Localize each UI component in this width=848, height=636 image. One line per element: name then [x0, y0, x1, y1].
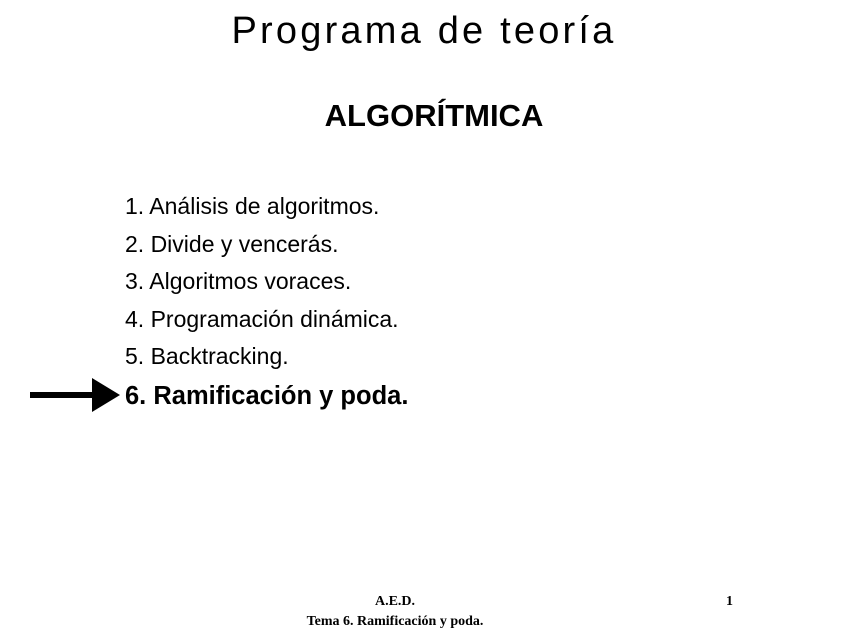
topic-item-2: 2. Divide y vencerás. — [125, 230, 339, 257]
slide-title: Programa de teoría — [231, 10, 617, 52]
topic-item-5: 5. Backtracking. — [125, 343, 289, 369]
topic-item-4: 4. Programación dinámica. — [125, 305, 399, 332]
topic-list — [125, 188, 408, 416]
section-heading: ALGORÍTMICA — [324, 98, 544, 133]
topic-item-1: 1. Análisis de algoritmos. — [125, 193, 380, 219]
footer-course: A.E.D. — [374, 594, 416, 609]
footer — [0, 592, 790, 632]
right-arrow-icon — [30, 378, 120, 412]
footer-topic: Tema 6. Ramificación y poda. — [306, 614, 484, 629]
page-number: 1 — [726, 594, 733, 609]
topic-item-3: 3. Algoritmos voraces. — [125, 268, 352, 294]
topic-item-6-current: 6. Ramificación y poda. — [125, 381, 409, 410]
